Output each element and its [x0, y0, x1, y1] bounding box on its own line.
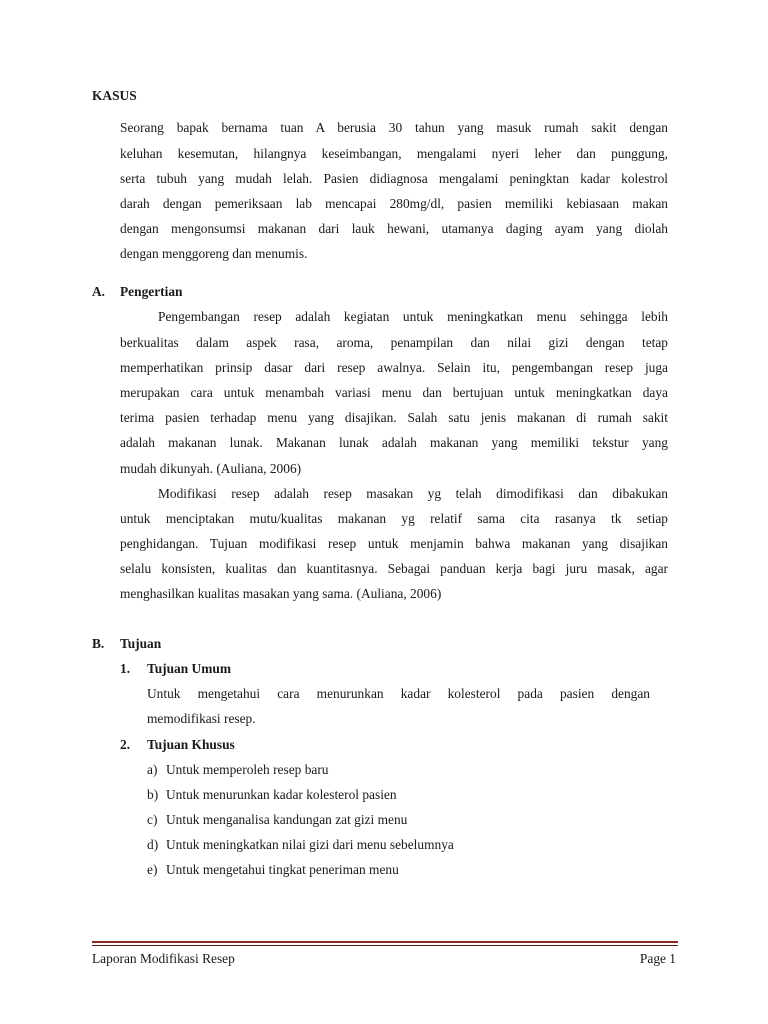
paragraph-line: berkualitas dalam aspek rasa, aroma, penampilan dan nilai gizi dengan tetap [120, 335, 668, 350]
kasus-line: keluhan kesemutan, hilangnya keseimbangan, mengalami nyeri leher dan punggung, [120, 146, 668, 161]
section-a-title: Pengertian [120, 284, 183, 299]
section-b-title: Tujuan [120, 636, 162, 651]
list-item: Untuk menurunkan kadar kolesterol pasien [166, 787, 397, 802]
kasus-line: serta tubuh yang mudah lelah. Pasien didiagnosa mengalami peningktan kadar kolestrol [120, 171, 668, 186]
list-item: Untuk memperoleh resep baru [166, 762, 329, 777]
section-b-marker: B. [92, 636, 105, 651]
tujuan-umum-line: Untuk mengetahui cara menurunkan kadar kolesterol pada pasien dengan [147, 686, 650, 701]
paragraph-line: merupakan cara untuk menambah variasi menu dan bertujuan untuk meningkatkan daya [120, 385, 668, 400]
tujuan-khusus-title: Tujuan Khusus [147, 737, 235, 752]
paragraph-line: mudah dikunyah. (Auliana, 2006) [120, 461, 302, 476]
kasus-line: darah dengan pemeriksaan lab mencapai 280mg/dl, pasien memiliki kebiasaan makan [120, 196, 668, 211]
paragraph-line: terima pasien terhadap menu yang disajikan. Salah satu jenis makanan di rumah sakit [120, 410, 668, 425]
paragraph-line: Pengembangan resep adalah kegiatan untuk meningkatkan menu sehingga lebih [158, 309, 668, 324]
tujuan-umum-line: memodifikasi resep. [147, 711, 256, 726]
tujuan-umum-title: Tujuan Umum [147, 661, 231, 676]
list-item-letter: a) [147, 762, 158, 777]
paragraph-line: selalu konsisten, kualitas dan kuantitasnya. Sebagai panduan kerja bagi juru masak, agar [120, 561, 668, 576]
page-number: Page 1 [639, 951, 676, 966]
paragraph-line: penghidangan. Tujuan modifikasi resep untuk menjamin bahwa makanan yang disajikan [120, 536, 668, 551]
section-a-marker: A. [92, 284, 106, 299]
tujuan-umum-number: 1. [120, 661, 131, 676]
kasus-heading: KASUS [92, 88, 137, 103]
footer-rule-top [92, 941, 678, 943]
kasus-line: dengan mengonsumsi makanan dari lauk hewani, utamanya daging ayam yang diolah [120, 221, 668, 236]
list-item-letter: c) [147, 812, 158, 827]
list-item: Untuk menganalisa kandungan zat gizi menu [166, 812, 408, 827]
footer-rule-bottom [92, 945, 678, 946]
kasus-line: dengan menggoreng dan menumis. [120, 246, 308, 261]
list-item: Untuk meningkatkan nilai gizi dari menu sebelumnya [166, 837, 454, 852]
kasus-line: Seorang bapak bernama tuan A berusia 30 tahun yang masuk rumah sakit dengan [120, 120, 668, 135]
list-item-letter: b) [147, 787, 159, 802]
paragraph-line: Modifikasi resep adalah resep masakan yg telah dimodifikasi dan dibakukan [158, 486, 668, 501]
list-item-letter: d) [147, 837, 159, 852]
list-item: Untuk mengetahui tingkat peneriman menu [166, 862, 399, 877]
paragraph-line: memperhatikan prinsip dasar dari resep awalnya. Selain itu, pengembangan resep juga [120, 360, 668, 375]
paragraph-line: adalah makanan lunak. Makanan lunak adalah makanan yang memiliki tekstur yang [120, 435, 668, 450]
tujuan-khusus-number: 2. [120, 737, 131, 752]
list-item-letter: e) [147, 862, 158, 877]
paragraph-line: menghasilkan kualitas masakan yang sama. (Auliana, 2006) [120, 586, 442, 601]
paragraph-line: untuk menciptakan mutu/kualitas makanan yg relatif sama cita rasanya tk setiap [120, 511, 668, 526]
footer-title: Laporan Modifikasi Resep [92, 951, 235, 966]
